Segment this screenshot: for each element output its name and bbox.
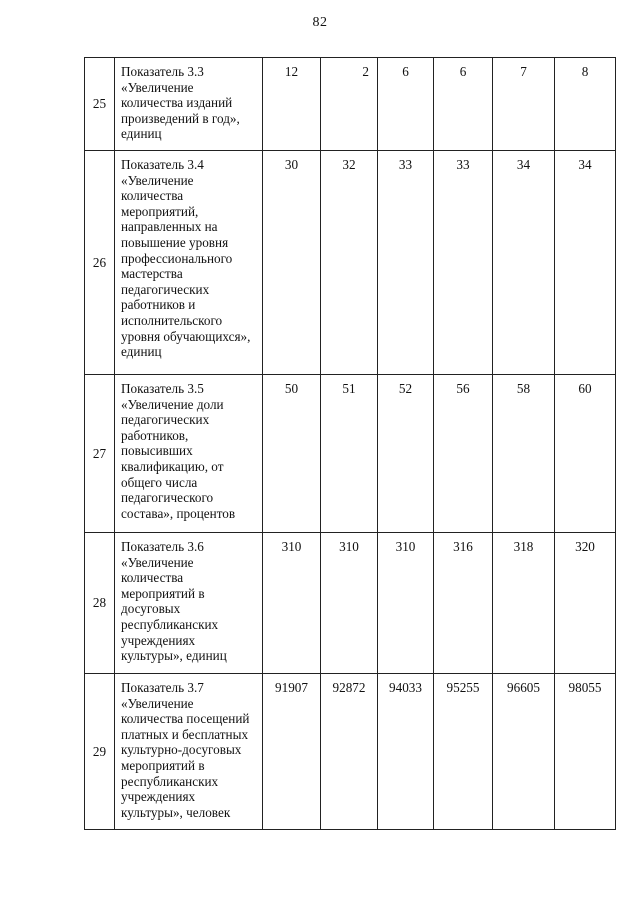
value-cell: 58	[493, 375, 555, 533]
value-cell: 34	[493, 151, 555, 375]
value-cell: 91907	[263, 674, 321, 830]
value-cell: 98055	[555, 674, 616, 830]
value-cell: 2	[321, 58, 378, 151]
value-cell: 6	[434, 58, 493, 151]
indicator-description: Показатель 3.7 «Увеличение количества посещений платных и бесплатных культурно-досуговых мероприятий в республиканских учреждениях культуры», человек	[115, 674, 263, 830]
table-row	[85, 151, 616, 375]
value-cell: 6	[378, 58, 434, 151]
value-cell: 33	[378, 151, 434, 375]
value-cell: 92872	[321, 674, 378, 830]
table-row	[85, 533, 616, 674]
table-row	[85, 58, 616, 151]
row-number: 28	[85, 533, 115, 674]
value-cell: 12	[263, 58, 321, 151]
row-number: 25	[85, 58, 115, 151]
value-cell: 320	[555, 533, 616, 674]
indicator-description: Показатель 3.6 «Увеличение количества мероприятий в досуговых республиканских учреждениях культуры», единиц	[115, 533, 263, 674]
value-cell: 33	[434, 151, 493, 375]
value-cell: 95255	[434, 674, 493, 830]
value-cell: 51	[321, 375, 378, 533]
value-cell: 30	[263, 151, 321, 375]
value-cell: 310	[263, 533, 321, 674]
value-cell: 318	[493, 533, 555, 674]
row-number: 27	[85, 375, 115, 533]
value-cell: 96605	[493, 674, 555, 830]
value-cell: 316	[434, 533, 493, 674]
value-cell: 60	[555, 375, 616, 533]
indicator-description: Показатель 3.3 «Увеличение количества изданий произведений в год», единиц	[115, 58, 263, 151]
row-number: 29	[85, 674, 115, 830]
value-cell: 8	[555, 58, 616, 151]
value-cell: 34	[555, 151, 616, 375]
value-cell: 310	[321, 533, 378, 674]
value-cell: 94033	[378, 674, 434, 830]
value-cell: 32	[321, 151, 378, 375]
row-number: 26	[85, 151, 115, 375]
table-row	[85, 375, 616, 533]
value-cell: 52	[378, 375, 434, 533]
table-row	[85, 674, 616, 830]
indicator-description: Показатель 3.4 «Увеличение количества мероприятий, направленных на повышение уровня профессионального мастерства педагогических работников и исполнительского уровня обучающихся», единиц	[115, 151, 263, 375]
page-number: 82	[312, 15, 328, 30]
indicator-description: Показатель 3.5 «Увеличение доли педагогических работников, повысивших квалификацию, от общего числа педагогического состава», процентов	[115, 375, 263, 533]
indicators-table	[84, 57, 616, 830]
value-cell: 7	[493, 58, 555, 151]
value-cell: 310	[378, 533, 434, 674]
value-cell: 56	[434, 375, 493, 533]
value-cell: 50	[263, 375, 321, 533]
